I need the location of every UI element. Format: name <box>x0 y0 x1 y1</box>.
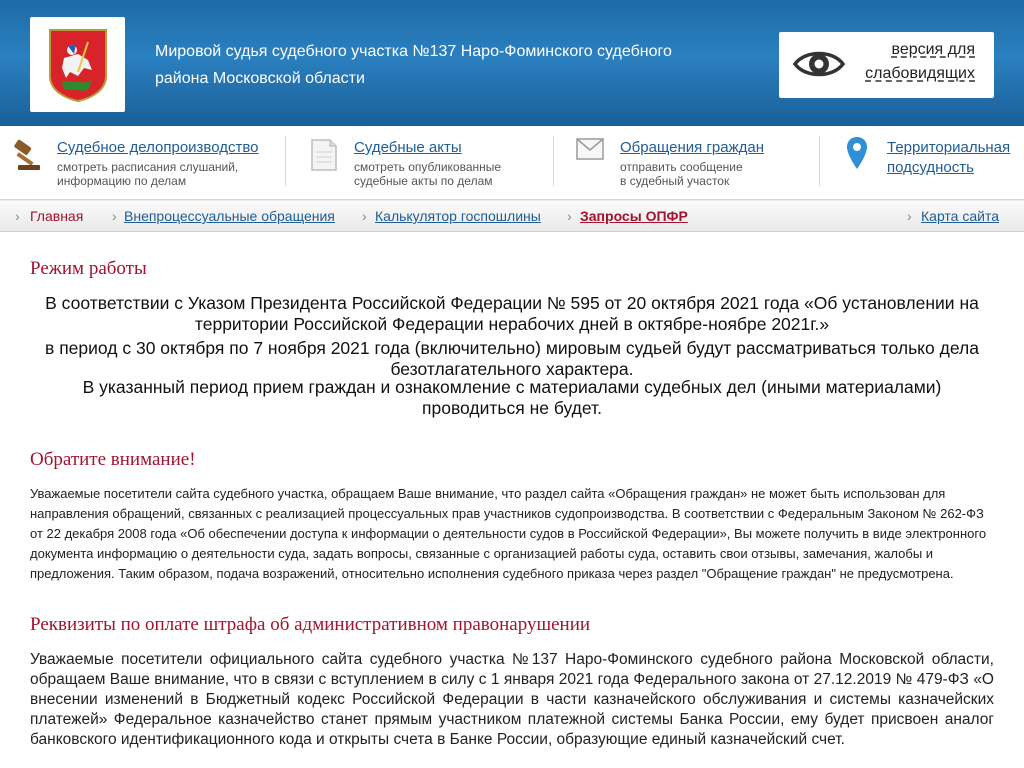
work-mode-line-2: в период с 30 октября по 7 ноября 2021 года (включительно) мировым судьей будут рассматриваться только дела безотлагательного характера. <box>45 338 979 379</box>
main-nav <box>0 126 1024 200</box>
menu-opfr-requests[interactable]: Запросы ОПФР <box>580 208 688 224</box>
attention-text: Уважаемые посетители сайта судебного участка, обращаем Ваше внимание, что раздел сайта «Обращения граждан» не может быть использован для направления обращений, связанных с реализацией процессуальных прав участников судопроизводства. В соответствии с Федеральным Законом № 262-ФЗ от 22 декабря 2008 года «Об обеспечении доступа к информации о деятельности судов в Российской Федерации», Вы можете получить в виде электронного документа информацию о деятельности суда, задать вопросы, связанные с организацией работы суда, оставить свои отзывы, замечания, жалобы и предложения. Таким образом, подача возражений, относительно исполнения судебного приказа через раздел "Обращение граждан" не предусмотрена. <box>30 486 987 581</box>
chevron-right-icon: › <box>907 208 912 224</box>
work-mode-line-3: В указанный период прием граждан и ознакомление с материалами судебных дел (иными материалами) проводиться не будет. <box>82 377 942 418</box>
work-mode-line-1: В соответствии с Указом Президента Российской Федерации № 595 от 20 октября 2021 года «Об установлении на территории Российской Федерации нерабочих дней в октябре-ноябре 2021г.» <box>45 293 979 334</box>
nav-citizen-appeals-desc: отправить сообщение в судебный участок <box>620 160 743 188</box>
site-title: Мировой судья судебного участка №137 Наро-Фоминского судебного района Московской области <box>155 43 672 87</box>
nav-court-acts[interactable] <box>286 126 553 200</box>
document-icon <box>310 138 338 172</box>
menu-home[interactable]: Главная <box>30 208 84 224</box>
chevron-right-icon: › <box>362 208 367 224</box>
nav-jurisdiction-link[interactable]: Территориальная подсудность <box>887 139 1011 176</box>
low-vision-label: версия для слабовидящих <box>865 41 975 82</box>
nav-court-acts-link[interactable]: Судебные акты <box>354 139 462 156</box>
nav-court-acts-desc: смотреть опубликованные судебные акты по делам <box>354 160 502 188</box>
attention-heading: Обратите внимание! <box>30 449 196 470</box>
menu-fee-calculator[interactable]: Калькулятор госпошлины <box>375 208 541 224</box>
coat-of-arms-logo[interactable] <box>30 17 125 112</box>
nav-court-proceedings-link[interactable]: Судебное делопроизводство <box>57 139 259 156</box>
fine-requisites-heading: Реквизиты по оплате штрафа об административном правонарушении <box>30 614 591 635</box>
eye-icon <box>793 44 845 84</box>
map-pin-icon <box>846 136 868 170</box>
chevron-right-icon: › <box>15 208 20 224</box>
gavel-icon <box>12 138 46 172</box>
nav-court-proceedings[interactable] <box>0 126 285 200</box>
envelope-icon <box>576 138 604 160</box>
menu-sitemap[interactable]: Карта сайта <box>921 208 999 224</box>
breadcrumb-menu <box>0 200 1024 232</box>
site-header <box>0 0 1024 126</box>
low-vision-version-button[interactable] <box>779 32 994 98</box>
nav-jurisdiction[interactable] <box>820 126 1024 200</box>
fine-requisites-text: Уважаемые посетители официального сайта судебного участка №137 Наро-Фоминского судебного района Московской области, обращаем Ваше внимание, что в связи с вступлением в силу с 1 января 2021 года Федерального закона от 27.12.2019 № 479-ФЗ «О внесении изменений в Бюджетный кодекс Российской Федерации в части казначейского обслуживания и системы казначейских платежей» Федеральное казначейство станет прямым участником платежной системы Банка России, ему будет присвоен аналог банковского идентификационного кода и открыты счета в Банке России, образующие единый казначейский счет. <box>30 651 994 748</box>
chevron-right-icon: › <box>112 208 117 224</box>
nav-citizen-appeals-link[interactable]: Обращения граждан <box>620 139 764 156</box>
work-mode-heading: Режим работы <box>30 258 147 279</box>
menu-extra-procedural-appeals[interactable]: Внепроцессуальные обращения <box>124 208 335 224</box>
chevron-right-icon: › <box>567 208 572 224</box>
nav-citizen-appeals[interactable] <box>554 126 819 200</box>
nav-court-proceedings-desc: смотреть расписания слушаний, информацию по делам <box>57 160 239 188</box>
moscow-region-emblem-icon <box>48 28 108 102</box>
